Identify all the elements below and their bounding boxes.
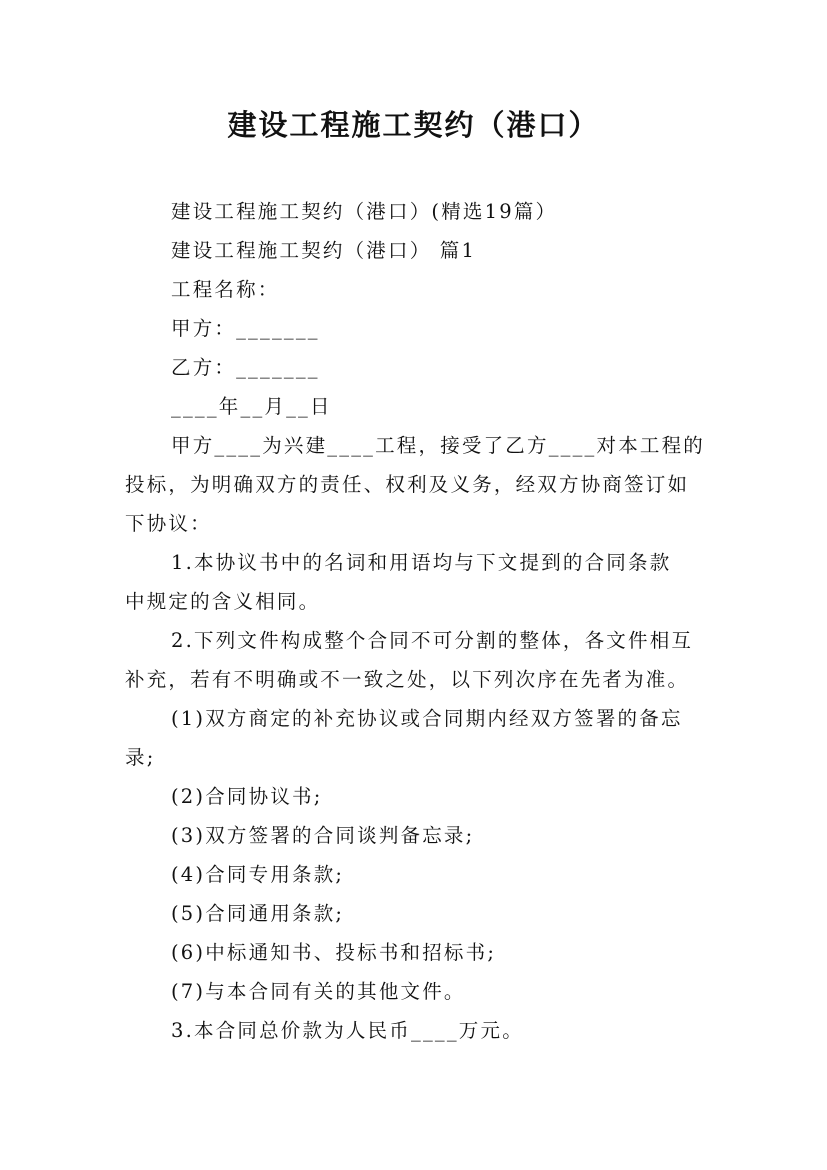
paragraph-line: 甲方____为兴建____工程，接受了乙方____对本工程的 xyxy=(171,434,706,457)
project-name-field: 工程名称： xyxy=(171,278,280,301)
list-item: (4)合同专用条款; xyxy=(171,863,345,886)
party-a-field: 甲方：_______ xyxy=(171,317,320,340)
list-item: (5)合同通用条款; xyxy=(171,902,345,925)
paragraph-line: 下协议： xyxy=(125,512,212,535)
party-b-field: 乙方：_______ xyxy=(171,356,320,379)
clause-2-continued: 补充，若有不明确或不一致之处，以下列次序在先者为准。 xyxy=(125,668,690,691)
list-item-continued: 录; xyxy=(125,746,156,769)
date-field: ____年__月__日 xyxy=(171,395,332,418)
document-title: 建设工程施工契约（港口） xyxy=(227,108,600,142)
list-item: (2)合同协议书; xyxy=(171,785,323,808)
subtitle-line: 建设工程施工契约（港口）(精选19篇） xyxy=(171,200,558,223)
list-item: (6)中标通知书、投标书和招标书; xyxy=(171,941,497,964)
paragraph-line: 投标，为明确双方的责任、权利及义务，经双方协商签订如 xyxy=(125,473,690,496)
list-item: (7)与本合同有关的其他文件。 xyxy=(171,980,466,1003)
clause-3: 3.本合同总价款为人民币____万元。 xyxy=(171,1019,524,1042)
list-item: (1)双方商定的补充协议或合同期内经双方签署的备忘 xyxy=(171,707,683,730)
clause-1: 1.本协议书中的名词和用语均与下文提到的合同条款 xyxy=(171,551,672,574)
clause-1-continued: 中规定的含义相同。 xyxy=(125,590,321,613)
clause-2: 2.下列文件构成整个合同不可分割的整体，各文件相互 xyxy=(171,629,694,652)
section-heading: 建设工程施工契约（港口） 篇1 xyxy=(171,239,477,262)
list-item: (3)双方签署的合同谈判备忘录; xyxy=(171,824,475,847)
